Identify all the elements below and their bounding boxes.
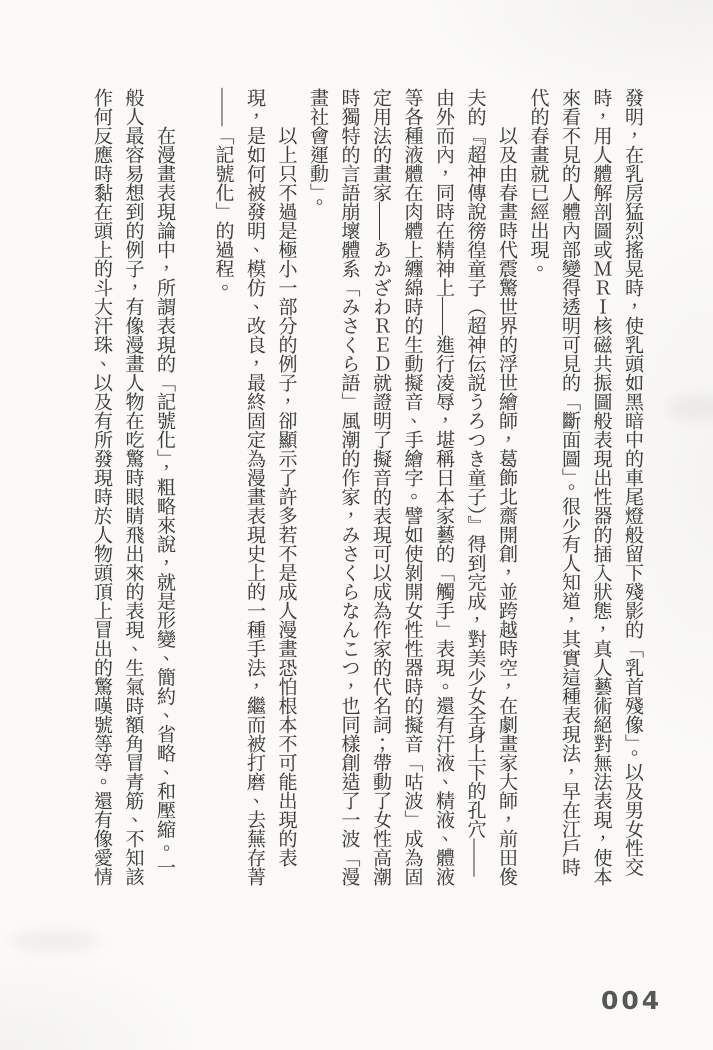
scan-artifact [10,930,100,952]
paragraph: 以及由春畫時代震驚世界的浮世繪師，葛飾北齋開創，並跨越時空，在劇畫家大師，前田俊夫的『超神傳說徬徨童子（超神伝説うろつき童子）』得到完成，對美少女全身上下的孔穴——由外而內，同時在精神上——進行凌辱，堪稱日本家藝的「觸手」表現。還有汗液、精液、體液等各種液體在肉體上纏綿時的生動擬音、手繪字。譬如使剝開女性性器時的擬音「咕波」成為固定用法的畫家——あかざわＲＥＤ就證明了擬音的表現可以成為作家的代名詞；帶動了女性高潮時獨特的言語崩壞體系「みさくら語」風潮的作家，みさくらなんこつ，也同樣創造了一波「漫畫社會運動」。 [307,88,517,886]
paragraph: 發明，在乳房猛烈搖晃時，使乳頭如黑暗中的車尾燈般留下殘影的「乳首殘像」。以及男女性交時，用人體解剖圖或ＭＲＩ核磁共振圖般表現出性器的插入狀態，真人藝術絕對無法表現，使本來看不見的人體內部變得透明可見的「斷面圖」。很少有人知道，其實這種表現法，早在江戶時代的春畫就已經出現。 [527,88,643,886]
page-number: 004 [601,986,663,1015]
paragraph: 以上只不過是極小一部分的例子，卻顯示了許多若不是成人漫畫恐怕根本不可能出現的表現，是如何被發明、模仿、改良，最終固定為漫畫表現史上的一種手法，繼而被打磨、去蕪存菁——「記號化」的過程。 [212,88,297,886]
paragraph: 在漫畫表現論中，所謂表現的「記號化」，粗略來說，就是形變、簡約、省略、和壓縮。一般人最容易想到的例子，有像漫畫人物在吃驚時眼睛飛出來的表現、生氣時額角冒青筋、不知該作何反應時黏在頭上的斗大汗珠、以及有所發現時於人物頭頂上冒出的驚嘆號等等。還有像愛情 [91,88,175,886]
vertical-text-block [86,88,648,890]
scan-artifact [668,395,713,421]
